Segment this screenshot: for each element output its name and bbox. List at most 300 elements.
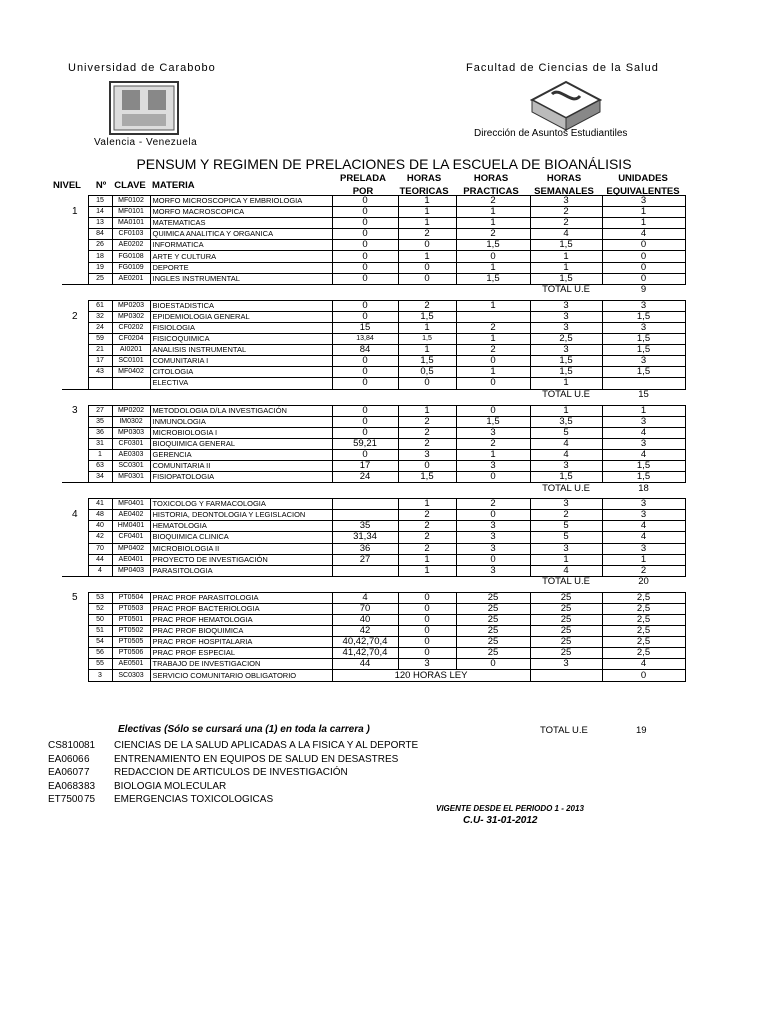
vigente-note: VIGENTE DESDE EL PERIODO 1 - 2013 <box>436 804 584 813</box>
clave-cell: MF0401 <box>112 499 150 510</box>
horas-practicas-cell: 2 <box>456 322 530 333</box>
table-row <box>62 207 685 218</box>
materia-cell: EPIDEMIOLOGIA GENERAL <box>150 311 332 322</box>
horas-semanales-cell: 25 <box>530 626 602 637</box>
prelada-cell: 24 <box>332 472 398 483</box>
table-row <box>62 262 685 273</box>
table-row <box>62 449 685 460</box>
materia-cell: PRAC PROF ESPECIAL <box>150 648 332 659</box>
nivel-cell <box>62 659 88 670</box>
horas-teoricas-cell: 1 <box>398 207 456 218</box>
prelada-cell: 0 <box>332 405 398 416</box>
electivas-title: Electivas (Sólo se cursará una (1) en toda la carrera ) <box>118 724 370 735</box>
table-row <box>62 626 685 637</box>
clave-cell: AE0303 <box>112 449 150 460</box>
city-label: Valencia - Venezuela <box>94 137 198 148</box>
list-item <box>48 739 418 753</box>
unidades-cell: 4 <box>602 532 685 543</box>
table-row <box>62 334 685 345</box>
prelada-cell <box>332 510 398 521</box>
col-materia: MATERIA <box>152 180 195 191</box>
empty-cell <box>62 483 88 495</box>
electiva-code: EA0607 <box>48 767 84 778</box>
materia-cell: METODOLOGIA D/LA INVESTIGACIÓN <box>150 405 332 416</box>
unidades-cell: 1 <box>602 207 685 218</box>
materia-cell: INMUNOLOGIA <box>150 416 332 427</box>
nivel-cell <box>62 543 88 554</box>
materia-cell: GERENCIA <box>150 449 332 460</box>
horas-practicas-cell: 0 <box>456 554 530 565</box>
table-row <box>62 460 685 471</box>
prelada-cell: 40,42,70,4 <box>332 637 398 648</box>
prelada-cell: 70 <box>332 603 398 614</box>
no-cell <box>88 378 112 389</box>
table-row <box>62 637 685 648</box>
empty-cell <box>332 576 398 588</box>
empty-cell <box>88 483 112 495</box>
col-hp-1: HORAS <box>473 173 509 184</box>
horas-teoricas-cell: 2 <box>398 229 456 240</box>
table-row <box>62 356 685 367</box>
empty-cell <box>150 576 332 588</box>
no-cell: 4 <box>88 565 112 576</box>
unidades-cell: 2 <box>602 565 685 576</box>
horas-teoricas-cell: 2 <box>398 416 456 427</box>
horas-teoricas-cell: 1 <box>398 196 456 207</box>
unidades-cell: 0 <box>602 240 685 251</box>
electiva-n: 7 <box>84 767 90 778</box>
horas-teoricas-cell: 0 <box>398 460 456 471</box>
electiva-name: ENTRENAMIENTO EN EQUIPOS DE SALUD EN DESASTRES <box>114 753 399 765</box>
horas-teoricas-cell: 1 <box>398 499 456 510</box>
document-title: PENSUM Y REGIMEN DE PRELACIONES DE LA ESCUELA DE BIOANÁLISIS <box>136 156 632 172</box>
electiva-name: BIOLOGIA MOLECULAR <box>114 780 227 792</box>
table-row <box>62 532 685 543</box>
horas-semanales-cell: 25 <box>530 603 602 614</box>
materia-cell: COMUNITARIA II <box>150 460 332 471</box>
table-row <box>62 565 685 576</box>
horas-teoricas-cell: 0 <box>398 273 456 284</box>
materia-cell: PRAC PROF PARASITOLOGIA <box>150 592 332 603</box>
horas-practicas-cell: 2 <box>456 196 530 207</box>
prelada-cell: 44 <box>332 659 398 670</box>
col-clave: CLAVE <box>114 180 146 191</box>
materia-cell: INFORMATICA <box>150 240 332 251</box>
clave-cell: MF0402 <box>112 367 150 378</box>
horas-semanales-cell: 2,5 <box>530 334 602 345</box>
clave-cell: PT0501 <box>112 615 150 626</box>
nivel-cell <box>62 240 88 251</box>
no-cell: 53 <box>88 592 112 603</box>
clave-cell: MP0402 <box>112 543 150 554</box>
prelada-cell: 27 <box>332 554 398 565</box>
clave-cell: CF0204 <box>112 334 150 345</box>
table-row <box>62 603 685 614</box>
table-row <box>62 521 685 532</box>
clave-cell: CF0103 <box>112 229 150 240</box>
prelada-cell: 40 <box>332 615 398 626</box>
empty-cell <box>150 483 332 495</box>
horas-teoricas-cell: 0,5 <box>398 367 456 378</box>
electiva-n: 81 <box>84 740 96 751</box>
horas-semanales-cell: 1,5 <box>530 273 602 284</box>
empty-cell <box>88 389 112 401</box>
nivel-cell <box>62 251 88 262</box>
no-cell: 55 <box>88 659 112 670</box>
materia-cell: PROYECTO DE INVESTIGACIÓN <box>150 554 332 565</box>
horas-practicas-cell: 3 <box>456 543 530 554</box>
no-cell: 1 <box>88 449 112 460</box>
clave-cell: CF0401 <box>112 532 150 543</box>
table-row <box>62 300 685 311</box>
horas-teoricas-cell: 0 <box>398 615 456 626</box>
prelada-cell: 0 <box>332 416 398 427</box>
clave-cell: FG0108 <box>112 251 150 262</box>
unidades-cell: 2,5 <box>602 592 685 603</box>
prelada-cell: 0 <box>332 273 398 284</box>
table-row <box>62 554 685 565</box>
empty-cell <box>112 576 150 588</box>
nivel-cell <box>62 427 88 438</box>
no-cell: 27 <box>88 405 112 416</box>
table-row <box>62 378 685 389</box>
materia-cell: MORFO MACROSCOPICA <box>150 207 332 218</box>
no-cell: 18 <box>88 251 112 262</box>
horas-semanales-cell: 4 <box>530 565 602 576</box>
no-cell: 26 <box>88 240 112 251</box>
empty-cell <box>456 483 530 495</box>
electiva-code: ET7500 <box>48 794 84 805</box>
horas-semanales-cell: 3,5 <box>530 416 602 427</box>
total-row <box>62 284 685 296</box>
prelada-cell: 0 <box>332 356 398 367</box>
horas-teoricas-cell: 0 <box>398 637 456 648</box>
materia-cell: PRAC PROF HEMATOLOGIA <box>150 615 332 626</box>
clave-cell: AE0401 <box>112 554 150 565</box>
nivel-cell <box>62 273 88 284</box>
horas-practicas-cell: 25 <box>456 592 530 603</box>
no-cell: 36 <box>88 427 112 438</box>
table-row <box>62 416 685 427</box>
materia-cell: MICROBIOLOGIA I <box>150 427 332 438</box>
faculty-name: Facultad de Ciencias de la Salud <box>466 62 659 74</box>
nivel-cell <box>62 554 88 565</box>
materia-cell: BIOQUIMICA GENERAL <box>150 438 332 449</box>
list-item <box>48 793 418 807</box>
horas-teoricas-cell: 1,5 <box>398 334 456 345</box>
no-cell: 52 <box>88 603 112 614</box>
total-value: 18 <box>602 483 685 495</box>
horas-semanales-cell: 3 <box>530 460 602 471</box>
clave-cell: MP0403 <box>112 565 150 576</box>
prelada-cell: 0 <box>332 207 398 218</box>
unidades-cell: 3 <box>602 196 685 207</box>
horas-semanales-cell: 2 <box>530 218 602 229</box>
unidades-cell: 1,5 <box>602 345 685 356</box>
table-row <box>62 345 685 356</box>
unidades-cell: 3 <box>602 499 685 510</box>
horas-practicas-cell: 0 <box>456 472 530 483</box>
clave-cell: MF0101 <box>112 207 150 218</box>
nivel-cell <box>62 356 88 367</box>
empty-cell <box>112 389 150 401</box>
materia-cell: PRAC PROF BACTERIOLOGIA <box>150 603 332 614</box>
unidades-cell: 4 <box>602 521 685 532</box>
horas-semanales-cell: 4 <box>530 438 602 449</box>
col-hp-2: PRACTICAS <box>463 186 519 197</box>
unidades-cell: 1,5 <box>602 334 685 345</box>
materia-cell: MORFO MICROSCOPICA Y EMBRIOLOGIA <box>150 196 332 207</box>
no-cell: 59 <box>88 334 112 345</box>
prelada-cell: 36 <box>332 543 398 554</box>
no-cell: 48 <box>88 510 112 521</box>
materia-cell: HISTORIA, DEONTOLOGIA Y LEGISLACION <box>150 510 332 521</box>
horas-teoricas-cell: 2 <box>398 543 456 554</box>
table-row <box>62 648 685 659</box>
unidades-cell: 4 <box>602 659 685 670</box>
clave-cell: MF0301 <box>112 472 150 483</box>
unidades-cell: 0 <box>602 262 685 273</box>
total-label: TOTAL U.E <box>530 389 602 401</box>
materia-cell: PRAC PROF HOSPITALARIA <box>150 637 332 648</box>
materia-cell: BIOQUIMICA CLINICA <box>150 532 332 543</box>
table-row <box>62 659 685 670</box>
nivel-cell <box>62 648 88 659</box>
materia-cell: ANALISIS INSTRUMENTAL <box>150 345 332 356</box>
horas-practicas-cell: 2 <box>456 438 530 449</box>
total-label: TOTAL U.E <box>530 284 602 296</box>
horas-teoricas-cell: 3 <box>398 449 456 460</box>
prelada-cell: 15 <box>332 322 398 333</box>
empty-cell <box>332 483 398 495</box>
list-item <box>48 753 418 767</box>
total-value: 20 <box>602 576 685 588</box>
clave-cell: PT0504 <box>112 592 150 603</box>
horas-teoricas-cell: 0 <box>398 592 456 603</box>
no-cell: 35 <box>88 416 112 427</box>
horas-practicas-cell: 25 <box>456 626 530 637</box>
nivel-cell <box>62 300 88 311</box>
clave-cell: PT0505 <box>112 637 150 648</box>
clave-cell: PT0503 <box>112 603 150 614</box>
horas-teoricas-cell: 2 <box>398 532 456 543</box>
col-ht-1: HORAS <box>406 173 442 184</box>
empty-cell <box>150 284 332 296</box>
horas-semanales-cell: 1 <box>530 405 602 416</box>
nivel-cell <box>62 472 88 483</box>
table-row <box>62 218 685 229</box>
clave-cell: CF0301 <box>112 438 150 449</box>
table-row <box>62 322 685 333</box>
no-cell: 63 <box>88 460 112 471</box>
clave-cell: MP0202 <box>112 405 150 416</box>
no-cell: 31 <box>88 438 112 449</box>
horas-practicas-cell <box>456 311 530 322</box>
nivel-cell: 3 <box>71 405 78 416</box>
nivel-cell <box>62 603 88 614</box>
no-cell: 43 <box>88 367 112 378</box>
empty-cell <box>62 389 88 401</box>
no-cell: 54 <box>88 637 112 648</box>
horas-semanales-cell: 25 <box>530 648 602 659</box>
no-cell: 3 <box>88 670 112 681</box>
prelada-cell: 0 <box>332 378 398 389</box>
horas-semanales-cell: 3 <box>530 499 602 510</box>
clave-cell: MP0303 <box>112 427 150 438</box>
unidades-cell: 1,5 <box>602 311 685 322</box>
horas-practicas-cell: 1,5 <box>456 273 530 284</box>
horas-practicas-cell: 25 <box>456 648 530 659</box>
horas-teoricas-cell: 3 <box>398 659 456 670</box>
nivel-cell <box>62 367 88 378</box>
empty-cell <box>112 284 150 296</box>
empty-cell <box>112 483 150 495</box>
nivel-cell <box>62 229 88 240</box>
horas-semanales-cell: 2 <box>530 510 602 521</box>
col-no: Nº <box>95 180 107 191</box>
horas-semanales-cell: 3 <box>530 322 602 333</box>
horas-semanales-cell: 1 <box>530 378 602 389</box>
electiva-n: 83 <box>84 780 96 792</box>
horas-semanales-cell: 3 <box>530 543 602 554</box>
horas-semanales-cell: 1 <box>530 251 602 262</box>
unidades-cell: 0 <box>602 273 685 284</box>
horas-teoricas-cell: 1 <box>398 405 456 416</box>
horas-teoricas-cell: 1 <box>398 322 456 333</box>
nivel-cell <box>62 449 88 460</box>
total-value: 9 <box>602 284 685 296</box>
electiva-name: EMERGENCIAS TOXICOLOGICAS <box>114 794 274 805</box>
unidades-cell: 3 <box>602 300 685 311</box>
no-cell: 13 <box>88 218 112 229</box>
horas-teoricas-cell: 1,5 <box>398 472 456 483</box>
prelada-cell: 0 <box>332 240 398 251</box>
prelada-cell: 0 <box>332 311 398 322</box>
nivel-cell <box>62 670 88 681</box>
unidades-cell <box>602 378 685 389</box>
col-ue-2: EQUIVALENTES <box>606 186 680 197</box>
materia-cell: SERVICIO COMUNITARIO OBLIGATORIO <box>150 670 332 681</box>
horas-practicas-cell: 1 <box>456 449 530 460</box>
prelada-cell: 0 <box>332 427 398 438</box>
materia-cell: FISIOLOGIA <box>150 322 332 333</box>
horas-semanales-cell: 3 <box>530 311 602 322</box>
clave-cell: AI0201 <box>112 345 150 356</box>
materia-cell: ARTE Y CULTURA <box>150 251 332 262</box>
no-cell: 25 <box>88 273 112 284</box>
nivel-cell <box>62 499 88 510</box>
horas-practicas-cell: 1 <box>456 218 530 229</box>
no-cell: 41 <box>88 499 112 510</box>
horas-teoricas-cell: 1 <box>398 345 456 356</box>
clave-cell: SC0101 <box>112 356 150 367</box>
horas-teoricas-cell: 2 <box>398 438 456 449</box>
horas-teoricas-cell: 2 <box>398 521 456 532</box>
unidades-cell: 3 <box>602 416 685 427</box>
horas-semanales-cell: 3 <box>530 659 602 670</box>
empty-cell <box>62 576 88 588</box>
horas-teoricas-cell: 1 <box>398 251 456 262</box>
table-row <box>62 240 685 251</box>
unidades-cell: 3 <box>602 322 685 333</box>
clave-cell: AE0201 <box>112 273 150 284</box>
list-item <box>48 780 418 794</box>
unidades-cell: 3 <box>602 356 685 367</box>
table-row <box>62 615 685 626</box>
table-row <box>62 311 685 322</box>
horas-semanales-cell: 5 <box>530 521 602 532</box>
horas-teoricas-cell: 0 <box>398 648 456 659</box>
electivas-list <box>48 739 418 807</box>
prelada-cell: 0 <box>332 449 398 460</box>
col-hs-1: HORAS <box>546 173 582 184</box>
table-row <box>62 543 685 554</box>
table-row <box>62 367 685 378</box>
no-cell: 50 <box>88 615 112 626</box>
horas-practicas-cell: 1 <box>456 367 530 378</box>
materia-cell: CITOLOGIA <box>150 367 332 378</box>
materia-cell: MICROBIOLOGIA II <box>150 543 332 554</box>
col-ue-1: UNIDADES <box>618 173 668 184</box>
clave-cell: MP0203 <box>112 300 150 311</box>
total-row <box>62 576 685 588</box>
horas-semanales-cell: 1,5 <box>530 240 602 251</box>
table-row <box>62 499 685 510</box>
nivel-cell: 4 <box>71 509 78 521</box>
horas-semanales-cell: 2 <box>530 207 602 218</box>
electiva-code: EA0683 <box>48 780 84 792</box>
horas-semanales-cell: 25 <box>530 592 602 603</box>
horas-semanales-cell: 3 <box>530 345 602 356</box>
table-row <box>62 251 685 262</box>
unidades-cell: 2,5 <box>602 648 685 659</box>
clave-cell: SC0301 <box>112 460 150 471</box>
prelada-cell: 31,34 <box>332 532 398 543</box>
unidades-cell: 4 <box>602 427 685 438</box>
horas-practicas-cell: 1 <box>456 207 530 218</box>
horas-practicas-cell: 0 <box>456 510 530 521</box>
clave-cell: MP0302 <box>112 311 150 322</box>
col-nivel: NIVEL <box>53 180 81 191</box>
total-row <box>62 389 685 401</box>
horas-practicas-cell: 0 <box>456 405 530 416</box>
direction-label: Dirección de Asuntos Estudiantiles <box>474 128 628 139</box>
horas-practicas-cell: 1,5 <box>456 416 530 427</box>
unidades-cell: 2,5 <box>602 637 685 648</box>
no-cell: 84 <box>88 229 112 240</box>
prelada-cell: 0 <box>332 300 398 311</box>
horas-semanales-cell: 4 <box>530 449 602 460</box>
horas-practicas-cell: 2 <box>456 499 530 510</box>
no-cell: 56 <box>88 648 112 659</box>
materia-cell: HEMATOLOGIA <box>150 521 332 532</box>
prelada-cell: 4 <box>332 592 398 603</box>
empty-cell <box>88 284 112 296</box>
electivas-total-label: TOTAL U.E <box>540 725 588 736</box>
no-cell: 19 <box>88 262 112 273</box>
horas-teoricas-cell: 0 <box>398 240 456 251</box>
no-cell: 44 <box>88 554 112 565</box>
unidades-cell: 4 <box>602 229 685 240</box>
horas-teoricas-cell: 0 <box>398 603 456 614</box>
materia-cell: PARASITOLOGIA <box>150 565 332 576</box>
nivel-cell <box>62 565 88 576</box>
clave-cell <box>112 378 150 389</box>
unidades-cell: 1 <box>602 218 685 229</box>
nivel-cell: 5 <box>71 592 78 603</box>
table-row <box>62 229 685 240</box>
electiva-n: 6 <box>84 753 90 765</box>
